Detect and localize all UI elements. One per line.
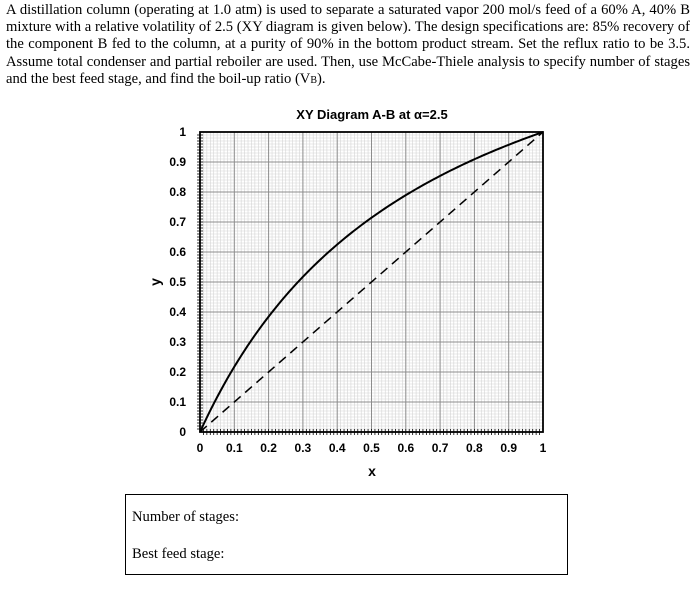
- y-tick-label: 0.3: [169, 335, 186, 349]
- y-tick-label: 0.9: [169, 155, 186, 169]
- x-tick-label: 1: [539, 441, 547, 455]
- answer-box: [125, 494, 568, 575]
- problem-text: A distillation column (operating at 1.0 atm) is used to separate a saturated vapor 200 mol/s feed of a 60% A, 40% B mixture with a relative volatility of 2.5 (XY diagram is given below). The design specifications are: 85% recovery of the component B fed to the column, at a purity of 90% in the bottom product stream. Set the reflux ratio to be 3.5. Assume total condenser and partial reboiler are used. Then, use McCabe-Thiele analysis to specify number of stages and the best feed stage, and find the boil-up ratio (V: [6, 2, 690, 87]
- x-tick-label: 0.1: [225, 441, 243, 455]
- stages-label: Number of stages:: [132, 509, 239, 525]
- y-tick-label: 1: [179, 125, 186, 139]
- y-axis-label: y: [147, 278, 163, 286]
- x-tick-label: 0.5: [363, 441, 380, 455]
- chart-title: XY Diagram A-B at α=2.5: [296, 107, 448, 122]
- x-tick-label: 0.7: [431, 441, 449, 455]
- x-tick-label: 0: [196, 441, 204, 455]
- y-tick-label: 0.6: [169, 245, 186, 259]
- x-tick-label: 0.2: [260, 441, 277, 455]
- y-tick-label: 0: [179, 425, 186, 439]
- y-tick-label: 0.2: [169, 365, 186, 379]
- y-tick-label: 0.4: [169, 305, 186, 319]
- problem-suffix: ).: [317, 70, 326, 87]
- x-tick-label: 0.9: [500, 441, 518, 455]
- problem-subscript: B: [310, 74, 318, 86]
- plot-area: [169, 125, 546, 455]
- x-tick-label: 0.8: [466, 441, 483, 455]
- y-tick-label: 0.5: [169, 275, 186, 289]
- x-tick-label: 0.3: [294, 441, 312, 455]
- y-tick-label: 0.1: [169, 395, 186, 409]
- x-axis-label: x: [368, 463, 376, 479]
- x-tick-label: 0.4: [328, 441, 346, 455]
- y-tick-label: 0.7: [169, 215, 186, 229]
- x-tick-label: 0.6: [397, 441, 415, 455]
- feed-stage-label: Best feed stage:: [132, 546, 225, 562]
- y-tick-label: 0.8: [169, 185, 186, 199]
